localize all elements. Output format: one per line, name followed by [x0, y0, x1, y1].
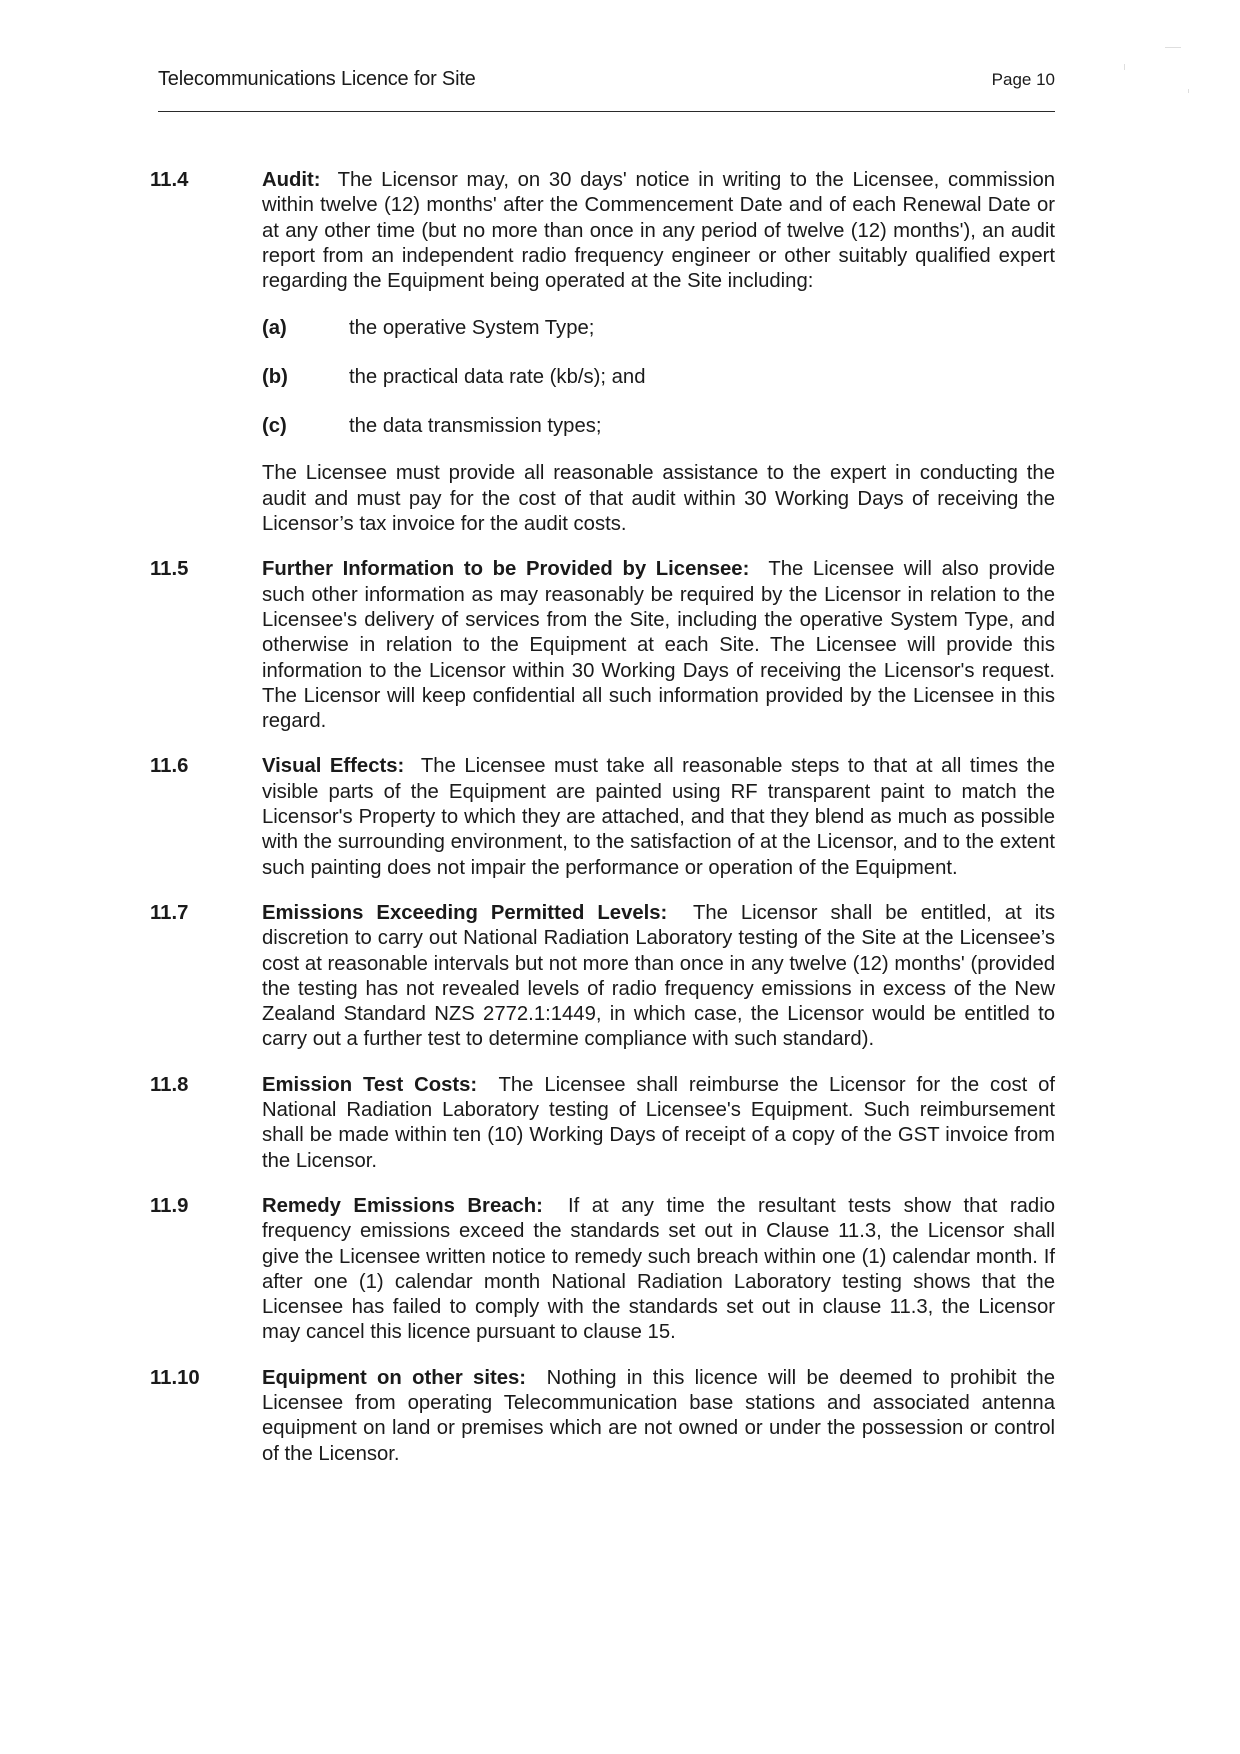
sub-clause-list	[262, 316, 1055, 439]
sub-clause-label: (a)	[262, 317, 287, 340]
header-divider	[158, 111, 1055, 112]
clause-number: 11.6	[150, 755, 189, 778]
clause-heading: Emissions Exceeding Permitted Levels:	[262, 901, 668, 924]
clause-11-8	[150, 1073, 1055, 1174]
clause-11-4	[150, 168, 1055, 537]
clause-heading: Visual Effects:	[262, 755, 405, 778]
clause-text: The Licensee shall reimburse the Licensor for the cost of National Radiation Laboratory testing of Licensee's Equipment. Such reimbursement shall be made within ten (10) Working Days of receipt of a copy of the GST invoice from the Licensor.	[262, 1073, 1056, 1172]
sub-clause-text: the data transmission types;	[349, 415, 602, 438]
clause-heading: Equipment on other sites:	[262, 1366, 527, 1389]
document-title: Telecommunications Licence for Site	[158, 68, 476, 90]
page-header	[158, 68, 1055, 91]
clause-heading: Audit:	[262, 169, 321, 191]
clause-11-9	[150, 1194, 1055, 1346]
clause-11-6	[150, 754, 1055, 880]
clause-number: 11.8	[150, 1073, 189, 1096]
clause-11-10	[150, 1366, 1055, 1467]
clause-text: If at any time the resultant tests show that radio frequency emissions exceed the standards set out in Clause 11.3, the Licensor shall give the Licensee written notice to remedy such breach within one (1) calendar month. If after one (1) calendar month National Radiation Laboratory testing shows that the Licensee has failed to comply with the standards set out in clause 11.3, the Licensor may cancel this licence pursuant to clause 15.	[262, 1194, 1055, 1344]
clause-text: The Licensee will also provide such other information as may reasonably be required by the Licensor in relation to the Licensee's delivery of services from the Site, including the operative System Type, and otherwise in relation to the Equipment at each Site. The Licensee will provide this information to the Licensor within 30 Working Days of receiving the Licensor's request. The Licensor will keep confidential all such information provided by the Licensee in this regard.	[262, 558, 1055, 733]
clause-number: 11.7	[150, 901, 189, 924]
sub-clause-text: the operative System Type;	[349, 317, 595, 340]
sub-clause-text: the practical data rate (kb/s); and	[349, 366, 646, 389]
clause-heading: Remedy Emissions Breach:	[262, 1194, 543, 1217]
clause-number: 11.9	[150, 1194, 189, 1217]
document-body	[150, 168, 1055, 1487]
scan-artifact	[1165, 47, 1181, 48]
clause-11-5	[150, 557, 1055, 734]
clause-closing-text: The Licensee must provide all reasonable assistance to the expert in conducting the audit and must pay for the cost of that audit within 30 Working Days of receiving the Licensor’s tax invoice for the audit costs.	[262, 462, 1055, 536]
clause-number: 11.5	[150, 558, 189, 581]
sub-clause-label: (c)	[262, 415, 287, 438]
scan-artifact	[1188, 89, 1189, 93]
clause-11-7	[150, 901, 1055, 1053]
scan-artifact	[1124, 64, 1125, 70]
sub-clause-item	[262, 365, 1055, 390]
page-number: Page 10	[991, 70, 1055, 89]
sub-clause-item	[262, 316, 1055, 341]
clause-heading: Emission Test Costs:	[262, 1073, 478, 1096]
sub-clause-item	[262, 414, 1055, 439]
clause-heading: Further Information to be Provided by Licensee:	[262, 558, 750, 581]
clause-text: The Licensee must take all reasonable steps to that at all times the visible parts of the Equipment are painted using RF transparent paint to match the Licensor's Property to which they are attached, and that they blend as much as possible with the surrounding environment, to the satisfaction of at the Licensor, and to the extent such painting does not impair the performance or operation of the Equipment.	[262, 755, 1055, 879]
clause-text: The Licensor shall be entitled, at its discretion to carry out National Radiation Laboratory testing of the Site at the Licensee’s cost at reasonable intervals but not more than once in any twelve (12) months' (provided the testing has not revealed levels of radio frequency emissions in excess of the New Zealand Standard NZS 2772.1:1449, in which case, the Licensor would be entitled to carry out a further test to determine compliance with such standard).	[262, 901, 1055, 1051]
clause-number: 11.4	[150, 169, 189, 191]
clause-number: 11.10	[150, 1366, 200, 1389]
sub-clause-label: (b)	[262, 366, 288, 389]
clause-text: The Licensor may, on 30 days' notice in writing to the Licensee, commission within twelve (12) months' after the Commencement Date and of each Renewal Date or at any other time (but no more than once in any period of twelve (12) months'), an audit report from an independent radio frequency engineer or other suitably qualified expert regarding the Equipment being operated at the Site including:	[262, 169, 1056, 293]
clause-text: Nothing in this licence will be deemed to prohibit the Licensee from operating Telecommunication base stations and associated antenna equipment on land or premises which are not owned or under the possession or control of the Licensor.	[262, 1366, 1055, 1465]
